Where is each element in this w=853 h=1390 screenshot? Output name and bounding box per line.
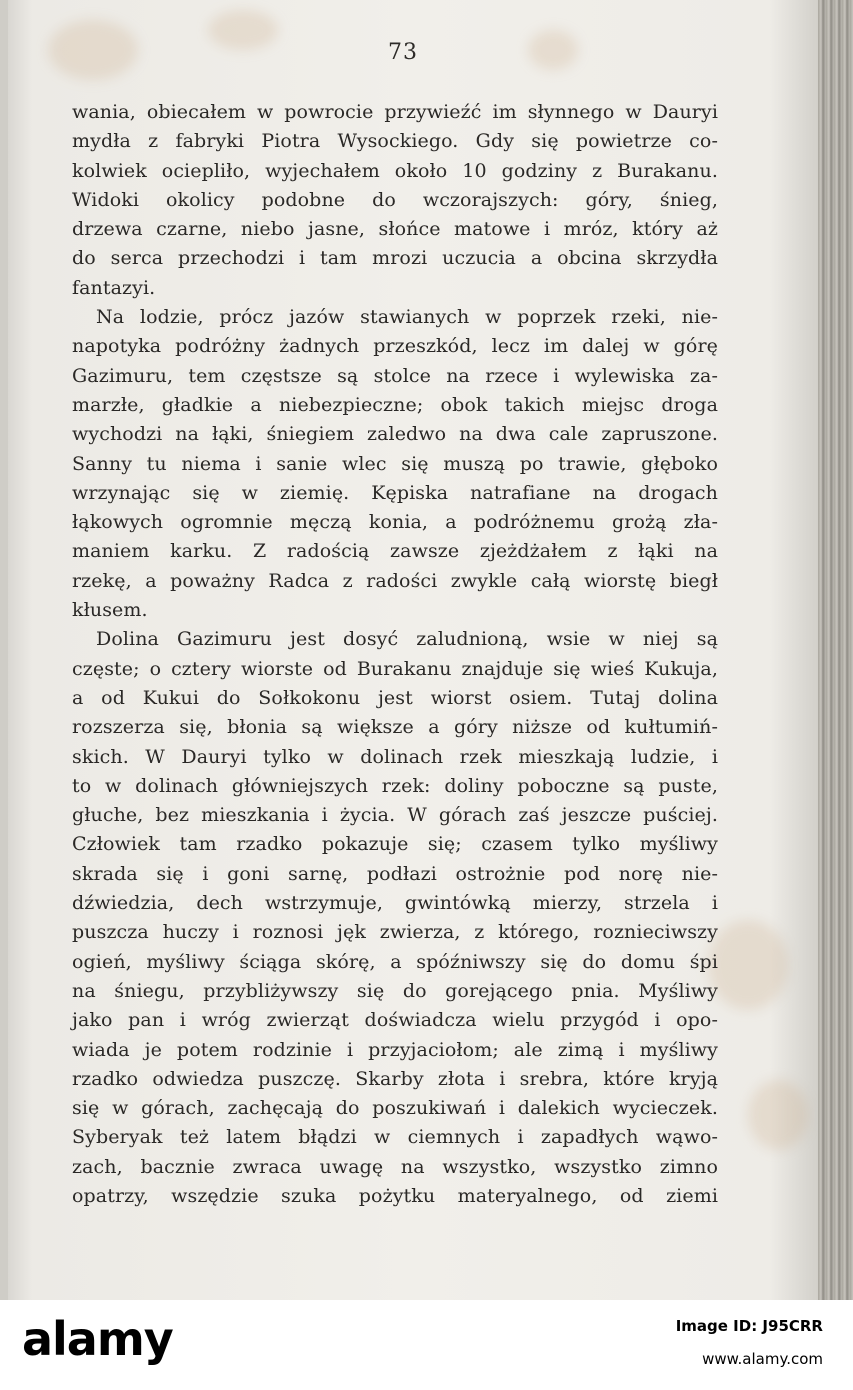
text-line: wania, obiecałem w powrocie przywieźć im słynnego w Dauryi xyxy=(72,101,718,123)
text-line: kłusem. xyxy=(72,599,148,622)
text-line: dźwiedzia, dech wstrzymuje, gwintówką mierzy, strzela i xyxy=(72,892,718,915)
text-line: rzekę, a poważny Radca z radości zwykle całą wiorstę biegł xyxy=(72,569,718,592)
text-line: puszcza huczy i roznosi jęk zwierza, z którego, roznieciwszy xyxy=(72,921,718,944)
text-line: to w dolinach główniejszych rzek: doliny poboczne są puste, xyxy=(72,774,718,797)
text-line: Widoki okolicy podobne do wczorajszych: góry, śnieg, xyxy=(72,188,718,211)
text-line: skrada się i goni sarnę, podłazi ostrożnie pod norę nie- xyxy=(72,862,718,885)
website-label: www.alamy.com xyxy=(702,1350,823,1368)
text-line: wrzynając się w ziemię. Kępiska natrafiane na drogach xyxy=(72,481,718,504)
text-line: Człowiek tam rzadko pokazuje się; czasem tylko myśliwy xyxy=(72,833,718,856)
text-line: zach, bacznie zwraca uwagę na wszystko, wszystko zimno xyxy=(72,1155,718,1178)
text-line: maniem karku. Z radością zawsze zjeżdżałem z łąki na xyxy=(72,540,718,563)
text-line: wiada je potem rodzinie i przyjaciołom; ale zimą i myśliwy xyxy=(72,1038,718,1061)
text-line: Sanny tu niema i sanie wlec się muszą po trawie, głęboko xyxy=(72,452,718,475)
text-line: opatrzy, wszędzie szuka pożytku materyalnego, od ziemi xyxy=(72,1184,718,1207)
text-line: wychodzi na łąki, śniegiem zaledwo na dwa cale zapruszone. xyxy=(72,423,718,446)
text-line: fantazyi. xyxy=(72,276,156,299)
book-page xyxy=(8,0,818,1300)
text-line: rozszerza się, błonia są większe a góry niższe od kułtumiń- xyxy=(72,716,718,739)
text-line: drzewa czarne, niebo jasne, słońce matowe i mróz, który aż xyxy=(72,218,718,241)
paper-stain xyxy=(748,1080,808,1150)
alamy-logo: alamy xyxy=(22,1312,173,1366)
text-line: a od Kukui do Sołkokonu jest wiorst osiem. Tutaj dolina xyxy=(72,686,718,709)
text-line: marzłe, gładkie a niebezpieczne; obok takich miejsc droga xyxy=(72,393,718,416)
text-line: Syberyak też latem błądzi w ciemnych i zapadłych wąwo- xyxy=(72,1126,718,1149)
text-line: Dolina Gazimuru jest dosyć zaludnioną, wsie w niej są xyxy=(96,628,718,651)
text-line: kolwiek ociepliło, wyjechałem około 10 godziny z Burakanu. xyxy=(72,159,718,182)
text-line: napotyka podróżny żadnych przeszkód, lecz im dalej w górę xyxy=(72,335,718,358)
image-id-label: Image ID: J95CRR xyxy=(675,1317,823,1335)
text-line: głuche, bez mieszkania i życia. W górach zaś jeszcze puściej. xyxy=(72,804,718,827)
text-line: Na lodzie, prócz jazów stawianych w poprzek rzeki, nie- xyxy=(96,306,718,329)
text-line: skich. W Dauryi tylko w dolinach rzek mieszkają ludzie, i xyxy=(72,745,718,768)
text-line: łąkowych ogromnie męczą konia, a podróżnemu grożą zła- xyxy=(72,511,718,534)
text-line: jako pan i wróg zwierząt doświadcza wielu przygód i opo- xyxy=(72,1009,718,1032)
paper-stain xyxy=(708,920,788,1010)
text-line: ogień, myśliwy ściąga skórę, a spóźniwszy się do domu śpi xyxy=(72,950,718,973)
text-line: częste; o cztery wiorste od Burakanu znajduje się wieś Kukuja, xyxy=(72,657,718,680)
body-text xyxy=(72,98,718,1211)
book-spine-edge xyxy=(818,0,853,1300)
text-line: rzadko odwiedza puszczę. Skarby złota i srebra, które kryją xyxy=(72,1067,718,1090)
text-line: Gazimuru, tem częstsze są stolce na rzece i wylewiska za- xyxy=(72,364,718,387)
page-number: 73 xyxy=(388,40,418,65)
text-line: się w górach, zachęcają do poszukiwań i dalekich wycieczek. xyxy=(72,1097,718,1120)
text-line: mydła z fabryki Piotra Wysockiego. Gdy się powietrze co- xyxy=(72,130,718,153)
text-line: na śniegu, przybliżywszy się do gorejącego pnia. Myśliwy xyxy=(72,979,718,1002)
text-line: do serca przechodzi i tam mrozi uczucia a obcina skrzydła xyxy=(72,247,718,270)
